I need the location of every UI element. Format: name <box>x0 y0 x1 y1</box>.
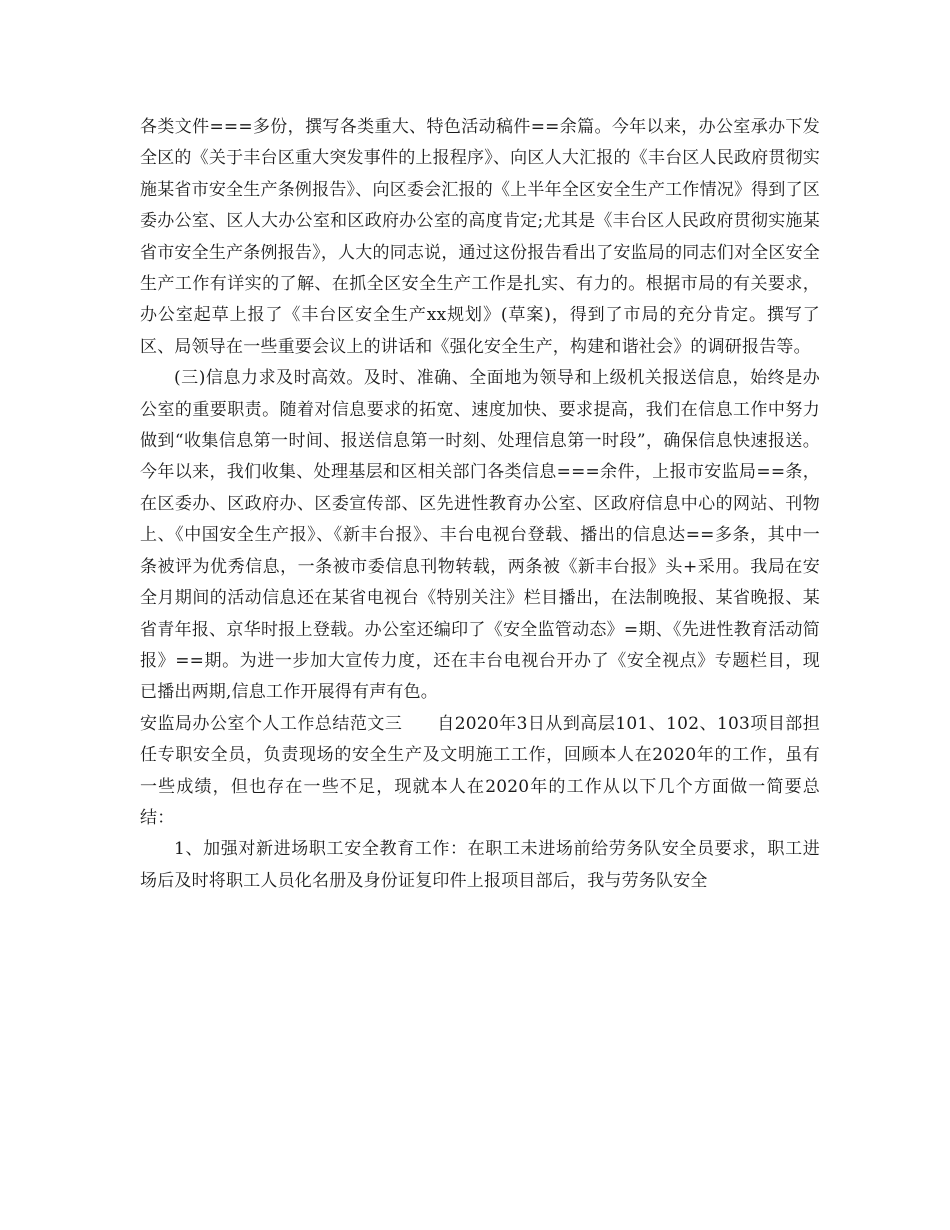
paragraph-safety-education: 1、加强对新进场职工安全教育工作：在职工未进场前给劳务队安全员要求，职工进场后及时将职工人员化名册及身份证复印件上报项目部后，我与劳务队安全 <box>140 839 820 891</box>
paragraph-information-work: (三)信息力求及时高效。及时、准确、全面地为领导和上级机关报送信息，始终是办公室的重要职责。随着对信息要求的拓宽、速度加快、要求提高，我们在信息工作中努力做到“收集信息第一时间、报送信息第一时刻、处理信息第一时段”，确保信息快速报送。今年以来，我们收集、处理基层和区相关部门各类信息===余件，上报市安监局==条，在区委办、区政府办、区委宣传部、区先进性教育办公室、区政府信息中心的网站、刊物上、《中国安全生产报》、《新丰台报》、丰台电视台登载、播出的信息达==多条，其中一条被评为优秀信息，一条被市委信息刊物转载，两条被《新丰台报》头+采用。我局在安全月期间的活动信息还在某省电视台《特别关注》栏目播出，在法制晚报、某省晚报、某省青年报、京华时报上登载。办公室还编印了《安全监管动态》=期、《先进性教育活动简报》==期。为进一步加大宣传力度，还在丰台电视台开办了《安全视点》专题栏目，现已播出两期,信息工作开展得有声有色。 <box>140 368 820 703</box>
document-body <box>140 112 820 897</box>
paragraph-documents-drafted: 各类文件===多份，撰写各类重大、特色活动稿件==余篇。今年以来，办公室承办下发全区的《关于丰台区重大突发事件的上报程序》、向区人大汇报的《丰台区人民政府贯彻实施某省市安全生产条例报告》、向区委会汇报的《上半年全区安全生产工作情况》得到了区委办公室、区人大办公室和区政府办公室的高度肯定;尤其是《丰台区人民政府贯彻实施某省市安全生产条例报告》，人大的同志说，通过这份报告看出了安监局的同志们对全区安全生产工作有详实的了解、在抓全区安全生产工作是扎实、有力的。根据市局的有关要求，办公室起草上报了《丰台区安全生产xx规划》(草案)，得到了市局的充分肯定。撰写了区、局领导在一些重要会议上的讲话和《强化安全生产，构建和谐社会》的调研报告等。 <box>140 117 820 357</box>
paragraph-summary-intro: 安监局办公室个人工作总结范文三 自2020年3日从到高层101、102、103项目部担任专职安全员，负责现场的安全生产及文明施工工作，回顾本人在2020年的工作，虽有一些成绩，但也存在一些不足，现就本人在2020年的工作从以下几个方面做一简要总结： <box>140 713 820 828</box>
